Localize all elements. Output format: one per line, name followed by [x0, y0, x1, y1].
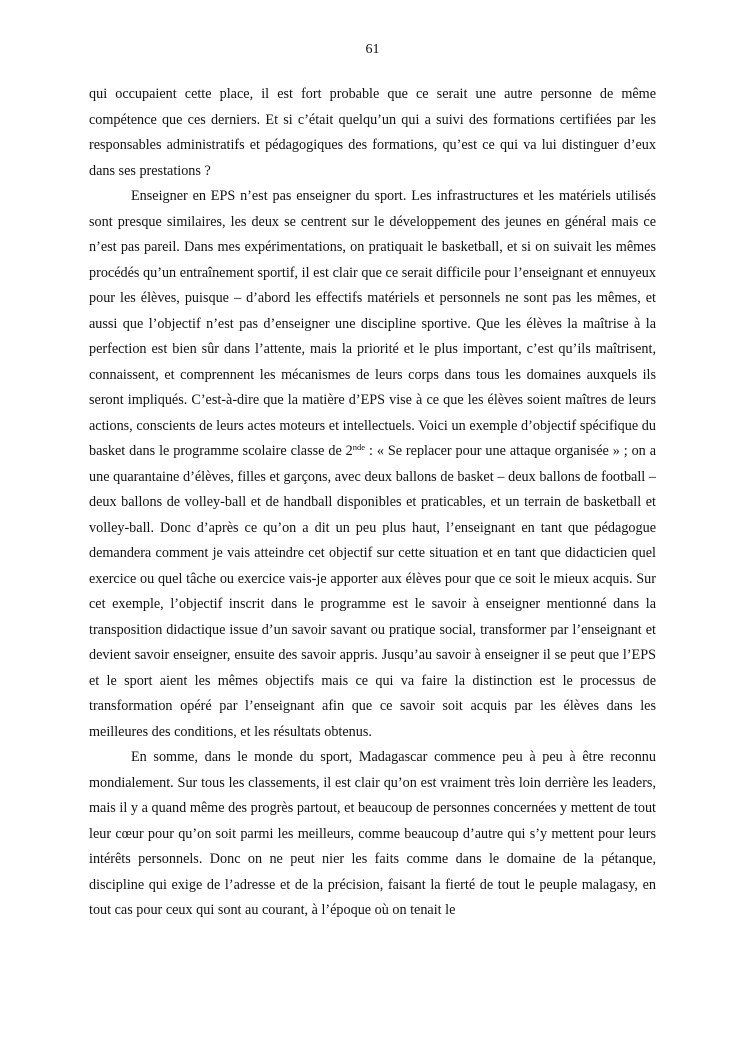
- page-number: 61: [365, 42, 380, 57]
- paragraph-text-before-superscript: Enseigner en EPS n’est pas enseigner du sport. Les infrastructures et les matériels utilisés sont presque similaires, les deux se centrent sur le développement des jeunes en général mais ce n’est pas pareil. Dans mes expérimentations, on pratiquait le basketball, et si on suivait les mêmes procédés qu’un entraînement sportif, il est clair que ce serait difficile pour l’enseignant et ennuyeux pour les élèves, puisque – d’abord les effectifs matériels et personnels ne sont pas les mêmes, et aussi que l’objectif n’est pas d’enseigner une discipline sportive. Que les élèves la maîtrise à la perfection est bien sûr dans l’attente, mais la priorité et le plus important, c’est qu’ils maîtrisent, connaissent, et comprennent les mécanismes de leurs corps dans tous les domaines auxquels ils seront impliqués. C’est-à-dire que la matière d’EPS vise à ce que les élèves soient maîtres de leurs actions, conscients de leurs actes moteurs et intellectuels. Voici un exemple d’objectif spécifique du basket dans le programme scolaire classe de 2: [89, 188, 656, 459]
- document-body: [89, 82, 656, 924]
- paragraph-continuation: qui occupaient cette place, il est fort probable que ce serait une autre personne de même compétence que ces derniers. Et si c’était quelqu’un qui a suivi des formations certifiées par les responsables administratifs et pédagogiques des formations, qu’est ce qui va lui distinguer d’eux dans ses prestations ?: [89, 86, 656, 179]
- paragraph-madagascar-sport: En somme, dans le monde du sport, Madagascar commence peu à peu à être reconnu mondialement. Sur tous les classements, il est clair qu’on est vraiment très loin derrière les leaders, mais il y a quand même des progrès partout, et beaucoup de personnes concernées y mettent de tout leur cœur pour qu’on soit parmi les meilleurs, comme beaucoup d’autre qui s’y mettent pour leurs intérêts personnels. Donc on ne peut nier les faits comme dans le domaine de la pétanque, discipline qui exige de l’adresse et de la précision, faisant la fierté de tout le peuple malagasy, en tout cas pour ceux qui sont au courant, à l’époque où on tenait le: [89, 749, 656, 918]
- paragraph-text-after-superscript: : « Se replacer pour une attaque organisée » ; on a une quarantaine d’élèves, filles et garçons, avec deux ballons de basket – deux ballons de football – deux ballons de volley-ball et de handball disponibles et praticables, et un terrain de basketball et volley-ball. Donc d’après ce qu’on a dit un peu plus haut, l’enseignant en tant que pédagogue demandera comment je vais atteindre cet objectif sur cette situation et en tant que didacticien quel exercice ou quel tâche ou exercice vais-je apporter aux élèves pour que ce soit le mieux acquis. Sur cet exemple, l’objectif inscrit dans le programme est le savoir à enseigner mentionné dans la transposition didactique issue d’un savoir savant ou pratique social, transformer par l’enseignant et devient savoir enseigner, ensuite des savoir appris. Jusqu’au savoir à enseigner il se peut que l’EPS et le sport aient les mêmes objectifs mais ce qui va faire la distinction est le processus de transformation opéré par l’enseignant afin que ce savoir soit acquis par les élèves dans les meilleures des conditions, et les résultats obtenus.: [89, 443, 656, 740]
- paragraph-eps-vs-sport: [89, 184, 656, 745]
- superscript-nde: nde: [352, 442, 366, 452]
